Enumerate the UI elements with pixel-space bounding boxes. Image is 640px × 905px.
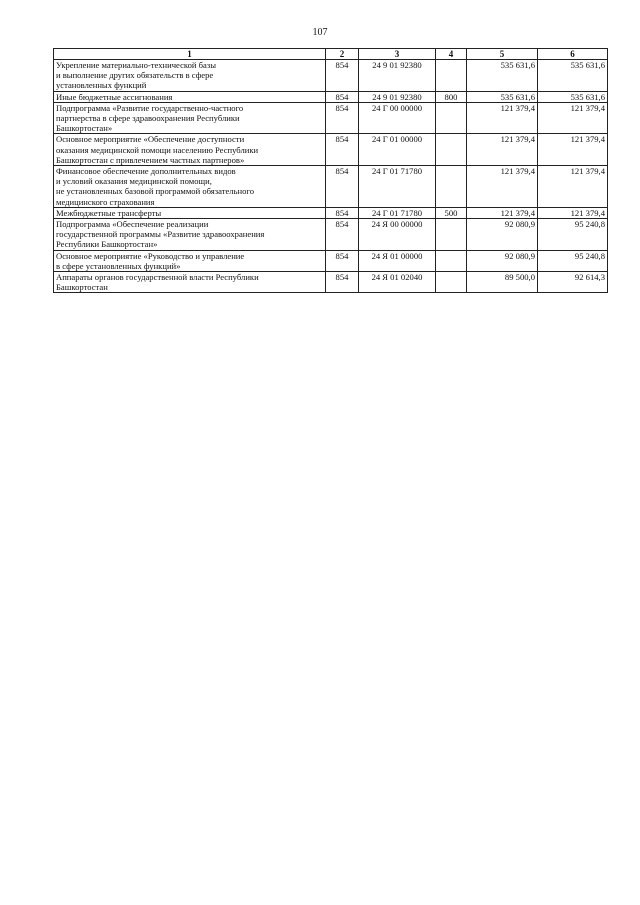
row-value2-cell: 121 379,4 [538,166,608,208]
row-name-text: Подпрограмма «Обеспечение реализации государственной программы «Развитие здравоохранения Республики Башкортостан» [56,219,265,250]
row-code-cell: 854 [326,272,359,293]
row-name-text: Аппараты органов государственной власти Республики Башкортостан [56,272,259,293]
row-name-text: Основное мероприятие «Руководство и управление в сфере установленных функций» [56,250,245,271]
row-value1-cell: 121 379,4 [467,207,538,218]
row-name-cell [54,272,326,293]
row-value1-cell: 89 500,0 [467,272,538,293]
row-csr-cell: 24 9 01 92380 [359,91,436,102]
row-name-cell [54,207,326,218]
column-header: 2 [326,49,359,60]
column-header: 4 [436,49,467,60]
row-name-text: Межбюджетные трансферты [56,207,162,218]
row-name-cell [54,250,326,271]
row-name-cell [54,91,326,102]
row-name-text: Иные бюджетные ассигнования [56,91,173,102]
row-type-cell: 800 [436,91,467,102]
table-row [54,102,608,134]
row-csr-cell: 24 Я 01 02040 [359,272,436,293]
row-type-cell [436,102,467,134]
row-code-cell: 854 [326,250,359,271]
row-name-cell [54,134,326,166]
row-type-cell: 500 [436,207,467,218]
row-code-cell: 854 [326,60,359,92]
row-name-text: Укрепление материально-технической базы и выполнение других обязательств в сфере установленных функций [56,60,217,91]
row-value1-cell: 121 379,4 [467,166,538,208]
row-type-cell [436,166,467,208]
row-csr-cell: 24 9 01 92380 [359,60,436,92]
row-name-text: Подпрограмма «Развитие государственно-частного партнерства в сфере здравоохранения Республики Башкортостан» [56,102,244,134]
table-row [54,134,608,166]
column-header: 1 [54,49,326,60]
row-name-cell [54,60,326,92]
row-value2-cell: 95 240,8 [538,219,608,251]
row-value1-cell: 121 379,4 [467,102,538,134]
row-code-cell: 854 [326,134,359,166]
table-row [54,60,608,92]
row-value1-cell: 535 631,6 [467,60,538,92]
row-code-cell: 854 [326,91,359,102]
table-row [54,250,608,271]
row-code-cell: 854 [326,102,359,134]
row-code-cell: 854 [326,207,359,218]
row-value2-cell: 95 240,8 [538,250,608,271]
row-csr-cell: 24 Г 01 00000 [359,134,436,166]
row-name-text: Финансовое обеспечение дополнительных видов и условий оказания медицинской помощи, не установленных базовой программой обязательного медицинского страхования [56,166,255,207]
column-header: 6 [538,49,608,60]
row-type-cell [436,134,467,166]
row-value1-cell: 92 080,9 [467,219,538,251]
row-type-cell [436,250,467,271]
row-type-cell [436,272,467,293]
table-row [54,207,608,218]
table-header-row [54,49,608,60]
column-header: 5 [467,49,538,60]
row-value2-cell: 121 379,4 [538,207,608,218]
column-header: 3 [359,49,436,60]
row-name-cell [54,166,326,208]
row-code-cell: 854 [326,219,359,251]
budget-table [53,48,608,293]
row-value2-cell: 92 614,3 [538,272,608,293]
table-row [54,272,608,293]
row-csr-cell: 24 Я 01 00000 [359,250,436,271]
row-name-text: Основное мероприятие «Обеспечение доступности оказания медицинской помощи населению Республики Башкортостан с привлечением частных партнеров» [56,134,259,165]
table-row [54,219,608,251]
row-value1-cell: 92 080,9 [467,250,538,271]
row-name-cell [54,219,326,251]
page-number: 107 [312,27,328,38]
row-csr-cell: 24 Я 00 00000 [359,219,436,251]
row-value2-cell: 121 379,4 [538,134,608,166]
row-csr-cell: 24 Г 00 00000 [359,102,436,134]
row-csr-cell: 24 Г 01 71780 [359,166,436,208]
row-value2-cell: 535 631,6 [538,91,608,102]
table-row [54,91,608,102]
row-value1-cell: 121 379,4 [467,134,538,166]
row-type-cell [436,60,467,92]
row-value1-cell: 535 631,6 [467,91,538,102]
row-value2-cell: 535 631,6 [538,60,608,92]
table-row [54,166,608,208]
row-type-cell [436,219,467,251]
row-value2-cell: 121 379,4 [538,102,608,134]
row-name-cell [54,102,326,134]
row-code-cell: 854 [326,166,359,208]
row-csr-cell: 24 Г 01 71780 [359,207,436,218]
